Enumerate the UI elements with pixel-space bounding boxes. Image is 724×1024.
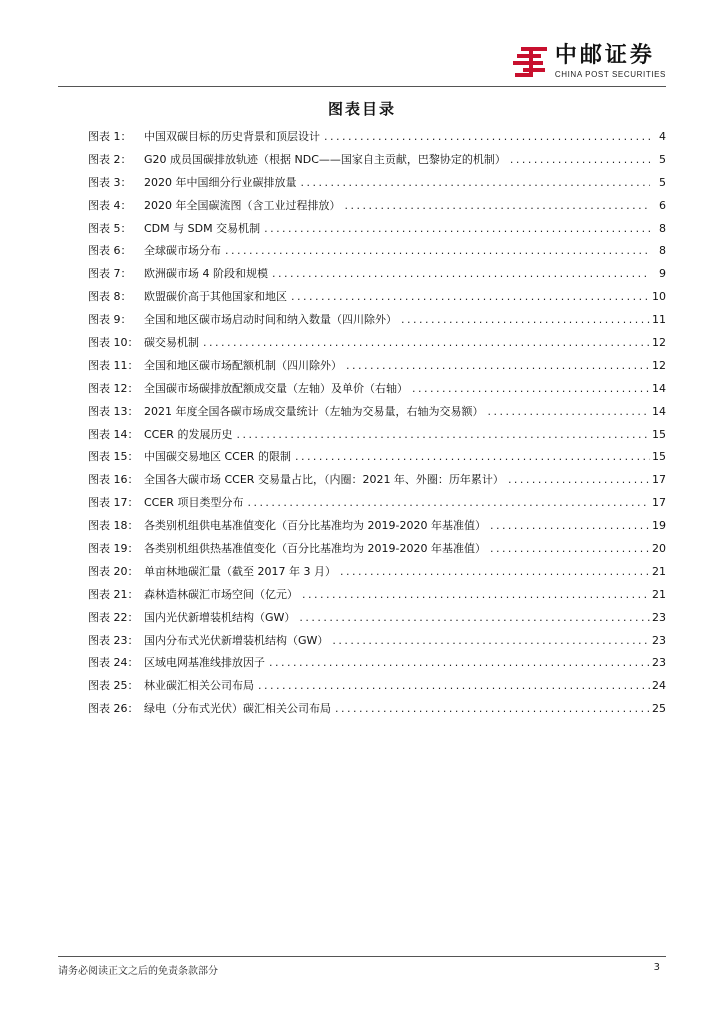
toc-entry-page: 19	[652, 519, 666, 533]
toc-entry-title: 区域电网基准线排放因子	[144, 656, 265, 670]
toc-entry[interactable]	[88, 702, 666, 725]
toc-entry-page: 21	[652, 587, 666, 601]
toc-entry-page: 21	[652, 564, 666, 578]
toc-dot-leader	[340, 565, 650, 579]
toc-entry-label: 图表 5：	[88, 221, 132, 235]
toc-entry-page: 8	[659, 244, 666, 258]
toc-entry-title: 国内光伏新增装机结构（GW）	[144, 610, 296, 624]
toc-entry-label: 图表 12：	[88, 381, 139, 395]
china-post-logo-icon	[511, 45, 549, 79]
toc-entry[interactable]	[88, 450, 666, 473]
toc-entry[interactable]	[88, 313, 666, 336]
toc-dot-leader	[258, 679, 650, 693]
toc-entry-label: 图表 22：	[88, 610, 139, 624]
toc-entry-page: 12	[652, 336, 666, 350]
toc-entry-label: 图表 17：	[88, 496, 139, 510]
toc-entry-label: 图表 6：	[88, 244, 132, 258]
toc-entry-title: 单亩林地碳汇量（截至 2017 年 3 月）	[144, 564, 336, 578]
toc-entry-label: 图表 3：	[88, 175, 132, 189]
toc-entry[interactable]	[88, 656, 666, 679]
toc-entry[interactable]	[88, 130, 666, 153]
toc-entry-page: 23	[652, 656, 666, 670]
toc-entry[interactable]	[88, 634, 666, 657]
toc-entry-title: 全国各大碳市场 CCER 交易量占比，（内圈：2021 年、外圈：历年累计）	[144, 473, 504, 487]
toc-entry-page: 20	[652, 542, 666, 556]
toc-entry[interactable]	[88, 382, 666, 405]
toc-entry-title: 2020 年全国碳流图（含工业过程排放）	[144, 198, 341, 212]
toc-dot-leader	[346, 359, 650, 373]
toc-dot-leader	[203, 336, 650, 350]
toc-entry-label: 图表 24：	[88, 656, 139, 670]
toc-entry-title: 全国碳市场碳排放配额成交量（左轴）及单价（右轴）	[144, 381, 408, 395]
toc-entry-title: CCER 的发展历史	[144, 427, 233, 441]
toc-entry[interactable]	[88, 405, 666, 428]
toc-entry-title: 全球碳市场分布	[144, 244, 221, 258]
toc-dot-leader	[301, 176, 651, 190]
toc-entry-page: 4	[659, 130, 666, 143]
toc-dot-leader	[236, 428, 650, 442]
toc-entry-label: 图表 2：	[88, 152, 132, 166]
brand-logo	[511, 44, 666, 80]
toc-entry-title: 欧盟碳价高于其他国家和地区	[144, 290, 287, 304]
toc-dot-leader	[488, 405, 651, 419]
toc-entry-label: 图表 26：	[88, 702, 139, 716]
toc-entry[interactable]	[88, 199, 666, 222]
page-header	[0, 0, 724, 90]
toc-entry-page: 17	[652, 496, 666, 510]
toc-entry-label: 图表 7：	[88, 267, 132, 281]
toc-title: 图表目录	[327, 100, 396, 118]
toc-entry[interactable]	[88, 496, 666, 519]
toc-dot-leader	[510, 153, 650, 167]
toc-dot-leader	[490, 542, 650, 556]
toc-entry-page: 23	[652, 633, 666, 647]
toc-entry-label: 图表 1：	[88, 130, 132, 143]
toc-entry[interactable]	[88, 359, 666, 382]
toc-entry[interactable]	[88, 473, 666, 496]
toc-dot-leader	[302, 588, 650, 602]
toc-entry-page: 12	[652, 358, 666, 372]
toc-dot-leader	[324, 130, 650, 144]
toc-entry-page: 11	[652, 313, 666, 327]
toc-dot-leader	[412, 382, 650, 396]
footer-divider	[58, 956, 666, 957]
toc-entry-title: 中国双碳目标的历史背景和顶层设计	[144, 130, 320, 143]
toc-entry[interactable]	[88, 153, 666, 176]
toc-entry[interactable]	[88, 244, 666, 267]
toc-entry-title: 全国和地区碳市场启动时间和纳入数量（四川除外）	[144, 313, 397, 327]
toc-entry-label: 图表 20：	[88, 564, 139, 578]
toc-entry-page: 17	[652, 473, 666, 487]
toc-entry[interactable]	[88, 336, 666, 359]
toc-entry-page: 8	[659, 221, 666, 235]
toc-entry-title: 2020 年中国细分行业碳排放量	[144, 175, 297, 189]
toc-entry[interactable]	[88, 222, 666, 245]
toc-entry-page: 9	[659, 267, 666, 281]
toc-dot-leader	[295, 450, 650, 464]
toc-entry-title: 各类别机组供热基准值变化（百分比基准均为 2019-2020 年基准值）	[144, 542, 486, 556]
toc-dot-leader	[291, 290, 650, 304]
toc-entry[interactable]	[88, 176, 666, 199]
toc-entry-label: 图表 21：	[88, 587, 139, 601]
toc-dot-leader	[490, 519, 650, 533]
toc-entry-page: 14	[652, 404, 666, 418]
toc-entry-label: 图表 10：	[88, 336, 139, 350]
header-divider	[58, 86, 666, 87]
toc-entry-label: 图表 4：	[88, 198, 132, 212]
toc-dot-leader	[272, 267, 650, 281]
toc-entry-label: 图表 8：	[88, 290, 132, 304]
toc-entry-page: 25	[652, 702, 666, 716]
toc-dot-leader	[269, 656, 650, 670]
toc-entry-title: 全国和地区碳市场配额机制（四川除外）	[144, 358, 342, 372]
table-of-figures	[88, 130, 666, 725]
toc-entry[interactable]	[88, 679, 666, 702]
toc-dot-leader	[225, 244, 650, 258]
toc-entry-title: 森林造林碳汇市场空间（亿元）	[144, 587, 298, 601]
toc-entry-page: 24	[652, 679, 666, 693]
brand-name-en: CHINA POST SECURITIES	[554, 70, 666, 79]
toc-entry[interactable]	[88, 267, 666, 290]
footer-disclaimer: 请务必阅读正文之后的免责条款部分	[58, 966, 218, 977]
toc-entry-label: 图表 25：	[88, 679, 139, 693]
toc-entry-label: 图表 19：	[88, 542, 139, 556]
toc-entry-title: 欧洲碳市场 4 阶段和规模	[144, 267, 268, 281]
toc-entry-page: 5	[659, 152, 666, 166]
toc-entry[interactable]	[88, 428, 666, 451]
toc-entry-title: 各类别机组供电基准值变化（百分比基准均为 2019-2020 年基准值）	[144, 519, 486, 533]
toc-entry-label: 图表 16：	[88, 473, 139, 487]
toc-entry[interactable]	[88, 588, 666, 611]
toc-entry-title: 中国碳交易地区 CCER 的限制	[144, 450, 291, 464]
toc-entry[interactable]	[88, 290, 666, 313]
toc-entry-page: 15	[652, 450, 666, 464]
toc-entry-title: 林业碳汇相关公司布局	[144, 679, 254, 693]
toc-entry[interactable]	[88, 519, 666, 542]
toc-entry-title: 国内分布式光伏新增装机结构（GW）	[144, 633, 329, 647]
toc-entry-title: 碳交易机制	[144, 336, 199, 350]
toc-dot-leader	[335, 702, 650, 716]
brand-name-cn: 中邮证券	[554, 43, 655, 68]
toc-entry-title: 绿电（分布式光伏）碳汇相关公司布局	[144, 702, 331, 716]
toc-entry-label: 图表 23：	[88, 633, 139, 647]
toc-entry-label: 图表 15：	[88, 450, 139, 464]
toc-dot-leader	[345, 199, 651, 213]
toc-dot-leader	[332, 634, 650, 648]
toc-entry-label: 图表 11：	[88, 358, 139, 372]
toc-entry-label: 图表 9：	[88, 313, 132, 327]
toc-entry-label: 图表 13：	[88, 404, 139, 418]
toc-entry-title: CDM 与 SDM 交易机制	[144, 221, 261, 235]
toc-entry-title: G20 成员国碳排放轨迹（根据 NDC——国家自主贡献，巴黎协定的机制）	[144, 152, 506, 166]
toc-dot-leader	[247, 496, 650, 510]
page-number: 3	[653, 962, 660, 973]
toc-entry[interactable]	[88, 611, 666, 634]
toc-entry-page: 10	[652, 290, 666, 304]
toc-entry-label: 图表 18：	[88, 519, 139, 533]
toc-entry-title: 2021 年度全国各碳市场成交量统计（左轴为交易量，右轴为交易额）	[144, 404, 484, 418]
toc-entry[interactable]	[88, 542, 666, 565]
toc-entry-page: 23	[652, 610, 666, 624]
toc-entry-page: 14	[652, 381, 666, 395]
toc-entry[interactable]	[88, 565, 666, 588]
toc-dot-leader	[299, 611, 650, 625]
toc-dot-leader	[401, 313, 650, 327]
toc-entry-label: 图表 14：	[88, 427, 139, 441]
toc-entry-page: 15	[652, 427, 666, 441]
toc-dot-leader	[264, 222, 650, 236]
toc-entry-page: 6	[659, 198, 666, 212]
toc-entry-page: 5	[659, 175, 666, 189]
toc-dot-leader	[508, 473, 650, 487]
toc-entry-title: CCER 项目类型分布	[144, 496, 244, 510]
